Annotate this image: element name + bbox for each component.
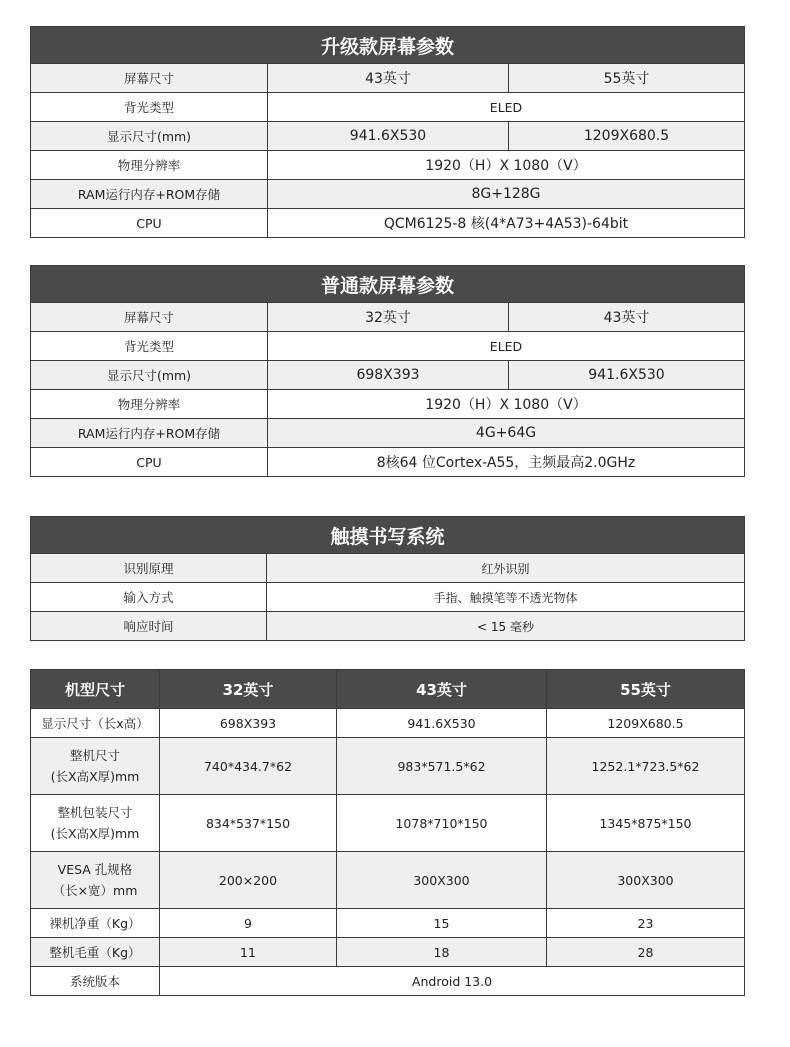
row-label: 物理分辨率 bbox=[31, 390, 268, 419]
row-label: 响应时间 bbox=[31, 612, 267, 641]
table-row bbox=[31, 709, 745, 738]
row-label: 显示尺寸(mm) bbox=[31, 122, 268, 151]
touch-system-table bbox=[30, 516, 745, 641]
cell-value: 8G+128G bbox=[268, 180, 745, 209]
table-row bbox=[31, 122, 745, 151]
table-row bbox=[31, 419, 745, 448]
cell-value: 32英寸 bbox=[268, 303, 509, 332]
header-55-inch: 55英寸 bbox=[547, 670, 745, 709]
table-row bbox=[31, 554, 745, 583]
cell-value: 200×200 bbox=[160, 852, 337, 909]
row-label: RAM运行内存+ROM存储 bbox=[31, 180, 268, 209]
table-row bbox=[31, 151, 745, 180]
cell-value: 740*434.7*62 bbox=[160, 738, 337, 795]
table-row bbox=[31, 209, 745, 238]
cell-value: 11 bbox=[160, 938, 337, 967]
row-label-line2: (长X高X厚)mm bbox=[50, 826, 140, 841]
row-label-line2: (长X高X厚)mm bbox=[50, 769, 140, 784]
table-row bbox=[31, 938, 745, 967]
row-label: 显示尺寸(mm) bbox=[31, 361, 268, 390]
cell-value: 18 bbox=[337, 938, 547, 967]
row-label bbox=[31, 738, 160, 795]
cell-value: 698X393 bbox=[268, 361, 509, 390]
cell-value: ELED bbox=[268, 93, 745, 122]
row-label: CPU bbox=[31, 448, 268, 477]
cell-value: 红外识别 bbox=[267, 554, 745, 583]
table-row bbox=[31, 64, 745, 93]
row-label-line1: VESA 孔规格 bbox=[57, 862, 133, 877]
row-label: 屏幕尺寸 bbox=[31, 64, 268, 93]
cell-value: 941.6X530 bbox=[509, 361, 745, 390]
table-row bbox=[31, 612, 745, 641]
table-row bbox=[31, 909, 745, 938]
row-label-line2: （长×宽）mm bbox=[52, 883, 138, 898]
cell-value: 300X300 bbox=[547, 852, 745, 909]
normal-spec-title: 普通款屏幕参数 bbox=[31, 266, 745, 303]
row-label: CPU bbox=[31, 209, 268, 238]
cell-value: 834*537*150 bbox=[160, 795, 337, 852]
row-label: 背光类型 bbox=[31, 93, 268, 122]
cell-value: 15 bbox=[337, 909, 547, 938]
cell-value: 43英寸 bbox=[509, 303, 745, 332]
table-row bbox=[31, 303, 745, 332]
cell-value: 983*571.5*62 bbox=[337, 738, 547, 795]
model-size-table bbox=[30, 669, 745, 996]
header-32-inch: 32英寸 bbox=[160, 670, 337, 709]
cell-value: 4G+64G bbox=[268, 419, 745, 448]
row-label: RAM运行内存+ROM存储 bbox=[31, 419, 268, 448]
cell-value: 1209X680.5 bbox=[547, 709, 745, 738]
row-label-line1: 整机包装尺寸 bbox=[57, 805, 133, 820]
upgrade-spec-title: 升级款屏幕参数 bbox=[31, 27, 745, 64]
cell-value: 8核64 位Cortex-A55，主频最高2.0GHz bbox=[268, 448, 745, 477]
cell-value: ELED bbox=[268, 332, 745, 361]
table-row bbox=[31, 390, 745, 419]
row-label: 显示尺寸（长x高） bbox=[31, 709, 160, 738]
row-label bbox=[31, 852, 160, 909]
cell-value: 1078*710*150 bbox=[337, 795, 547, 852]
cell-value: 941.6X530 bbox=[268, 122, 509, 151]
cell-value: 1209X680.5 bbox=[509, 122, 745, 151]
row-label-line1: 整机尺寸 bbox=[69, 748, 120, 763]
row-label: 输入方式 bbox=[31, 583, 267, 612]
table-row bbox=[31, 361, 745, 390]
table-row bbox=[31, 180, 745, 209]
cell-value: 941.6X530 bbox=[337, 709, 547, 738]
table-row bbox=[31, 448, 745, 477]
table-row bbox=[31, 93, 745, 122]
cell-value: 23 bbox=[547, 909, 745, 938]
table-row bbox=[31, 332, 745, 361]
row-label: 背光类型 bbox=[31, 332, 268, 361]
cell-value: 28 bbox=[547, 938, 745, 967]
cell-value: 1920（H）X 1080（V） bbox=[268, 390, 745, 419]
touch-system-title: 触摸书写系统 bbox=[31, 517, 745, 554]
table-row bbox=[31, 583, 745, 612]
table-row bbox=[31, 852, 745, 909]
cell-value: 698X393 bbox=[160, 709, 337, 738]
cell-value: 1345*875*150 bbox=[547, 795, 745, 852]
header-model-size: 机型尺寸 bbox=[31, 670, 160, 709]
row-label: 整机毛重（Kg） bbox=[31, 938, 160, 967]
table-row bbox=[31, 795, 745, 852]
cell-value: QCM6125-8 核(4*A73+4A53)-64bit bbox=[268, 209, 745, 238]
cell-value: 300X300 bbox=[337, 852, 547, 909]
cell-value: 手指、触摸笔等不透光物体 bbox=[267, 583, 745, 612]
row-label: 裸机净重（Kg） bbox=[31, 909, 160, 938]
table-row bbox=[31, 738, 745, 795]
cell-value: 1920（H）X 1080（V） bbox=[268, 151, 745, 180]
row-label: 物理分辨率 bbox=[31, 151, 268, 180]
table-row bbox=[31, 967, 745, 996]
row-label: 识别原理 bbox=[31, 554, 267, 583]
cell-value: 55英寸 bbox=[509, 64, 745, 93]
upgrade-spec-table bbox=[30, 26, 745, 238]
normal-spec-table bbox=[30, 265, 745, 477]
cell-value: < 15 毫秒 bbox=[267, 612, 745, 641]
os-version-value: Android 13.0 bbox=[160, 967, 745, 996]
cell-value: 1252.1*723.5*62 bbox=[547, 738, 745, 795]
cell-value: 9 bbox=[160, 909, 337, 938]
row-label bbox=[31, 795, 160, 852]
header-43-inch: 43英寸 bbox=[337, 670, 547, 709]
row-label: 屏幕尺寸 bbox=[31, 303, 268, 332]
row-label: 系统版本 bbox=[31, 967, 160, 996]
cell-value: 43英寸 bbox=[268, 64, 509, 93]
